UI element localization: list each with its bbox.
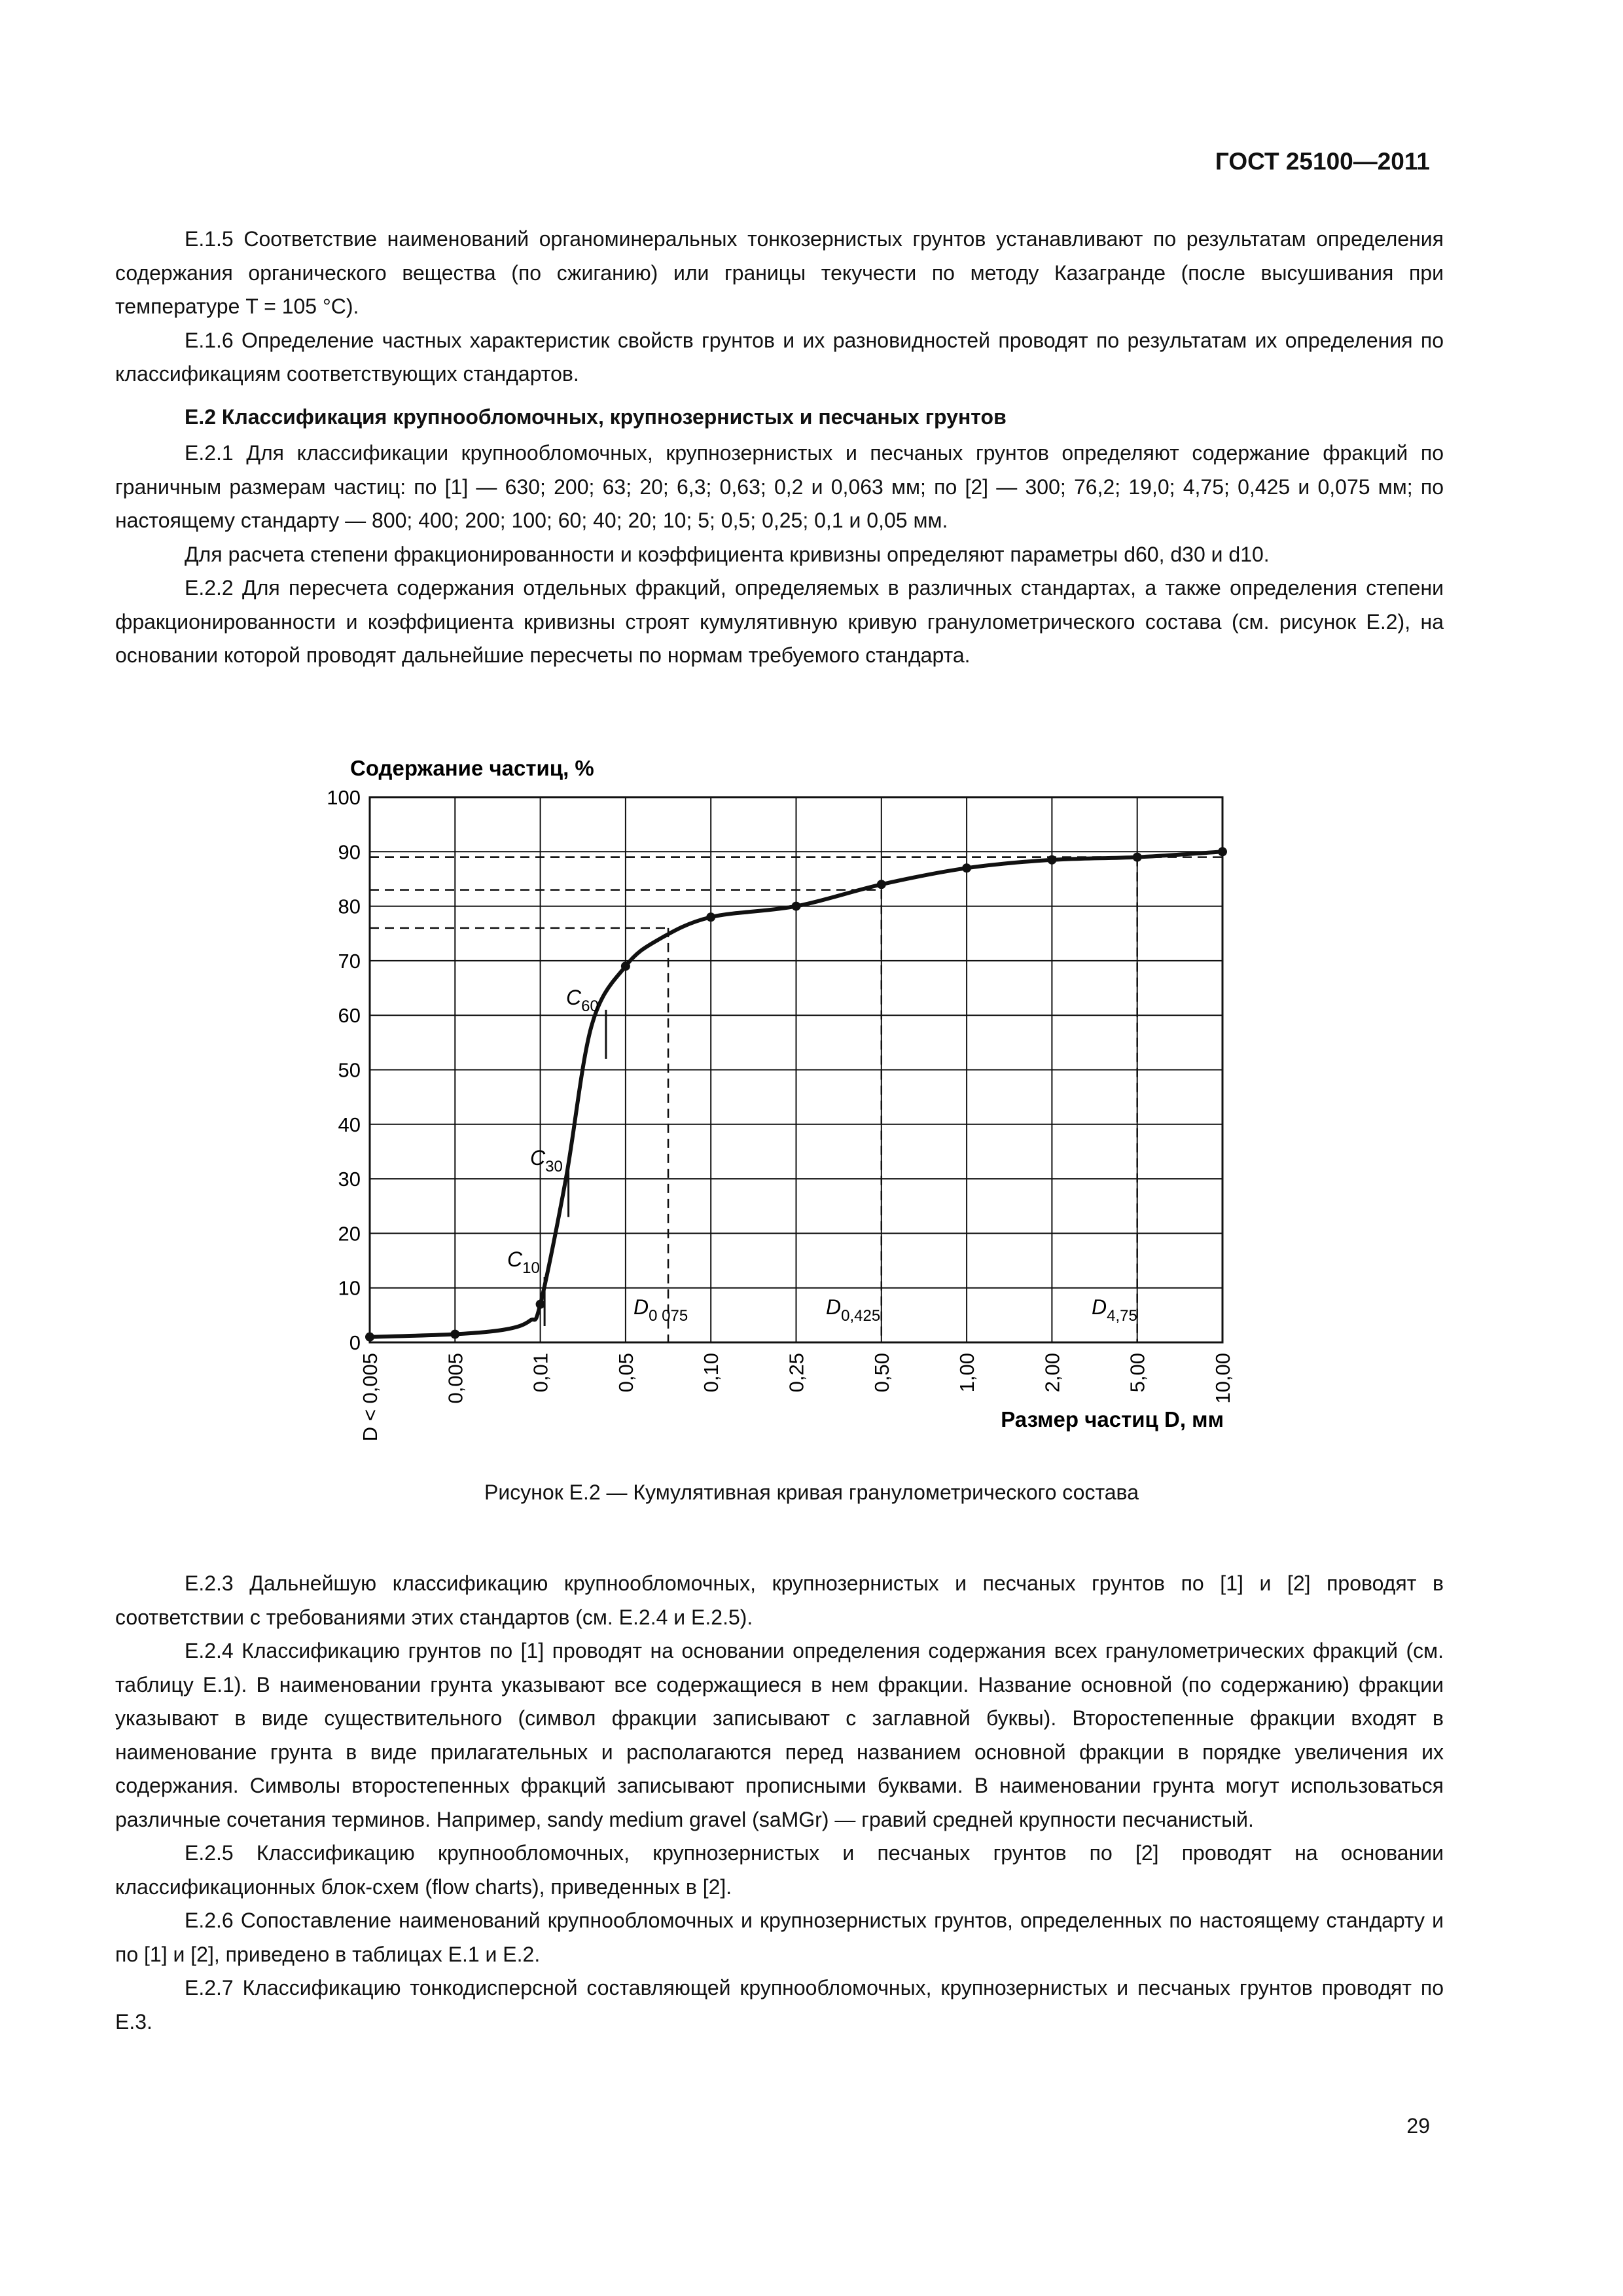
data-point	[1218, 847, 1227, 856]
c-label-sub: 10	[522, 1259, 540, 1277]
paragraph: Е.2.7 Классификацию тонкодисперсной составляющей крупнообломочных, крупнозернистых и песчаных грунтов проводят по Е.3.	[115, 1976, 1444, 2034]
x-axis-title: Размер частиц D, мм	[1001, 1407, 1224, 1431]
d-label: $D_{0 075}$	[633, 1295, 688, 1325]
paragraph: Е.1.5 Соответствие наименований органоминеральных тонкозернистых грунтов устанавливают по результатам определения содержания органического вещества (по сжиганию) или границы текучести по методу Казагранде (после высушивания при температуре T = 105 °С).	[115, 227, 1444, 318]
d-label-sub: 0,425	[841, 1307, 881, 1325]
data-point	[962, 863, 971, 872]
y-tick-label: 50	[338, 1058, 361, 1082]
chart-labels	[507, 986, 1137, 1325]
d-label: $D_{0,425}$	[826, 1295, 881, 1325]
x-tick-label: 0,01	[529, 1353, 552, 1393]
d-label-sub: 0 075	[649, 1307, 688, 1325]
x-tick-label: 1,00	[955, 1353, 979, 1393]
y-tick-label: 90	[338, 840, 361, 864]
y-tick-label: 70	[338, 949, 361, 973]
data-point	[792, 902, 801, 911]
x-tick-label: 0,10	[700, 1353, 723, 1393]
c-label: $C_{30}$	[530, 1146, 563, 1175]
x-tick-label: 10,00	[1211, 1353, 1234, 1404]
y-tick-label: 100	[327, 786, 361, 809]
c-label-sub: 30	[545, 1158, 563, 1175]
data-point	[536, 1300, 545, 1309]
paragraph: Е.1.6 Определение частных характеристик свойств грунтов и их разновидностей проводят по результатам их определения по классификациям соответствующих стандартов.	[115, 328, 1444, 386]
c-label: $C_{10}$	[507, 1247, 540, 1277]
chart-grid	[370, 797, 1222, 1342]
y-tick-label: 80	[338, 895, 361, 918]
paragraph: Для расчета степени фракционированности и коэффициента кривизны определяют параметры d60, d30 и d10.	[185, 542, 1270, 566]
y-axis-title: Содержание частиц, %	[350, 756, 594, 780]
paragraph: Е.2.5 Классификацию крупнообломочных, крупнозернистых и песчаных грунтов по [2] проводят на основании классификационных блок-схем (flow charts), приведенных в [2].	[115, 1841, 1444, 1899]
c-label-sub: 60	[581, 997, 599, 1015]
x-tick-label: 0,05	[614, 1353, 637, 1393]
x-tick-label: D < 0,005	[359, 1353, 382, 1442]
x-tick-label: 0,005	[444, 1353, 467, 1404]
text-block-bottom	[115, 1567, 1444, 2039]
page-number: 29	[1406, 2114, 1430, 2138]
figure-caption: Рисунок Е.2 — Кумулятивная кривая гранулометрического состава	[484, 1480, 1139, 1504]
paragraph: Е.2.1 Для классификации крупнообломочных, крупнозернистых и песчаных грунтов определяют содержание фракций по граничным размерам частиц: по [1] — 630; 200; 63; 20; 6,3; 0,63; 0,2 и 0,063 мм; по [2] — 300; 76,2; 19,0; 4,75; 0,425 и 0,075 мм; по настоящему стандарту — 800; 400; 200; 100; 60; 40; 20; 10; 5; 0,5; 0,25; 0,1 и 0,05 мм.	[115, 441, 1444, 532]
data-point	[450, 1330, 459, 1339]
data-point	[621, 961, 630, 971]
x-tick-label: 0,50	[870, 1353, 893, 1393]
paragraph: Е.2.6 Сопоставление наименований крупнообломочных и крупнозернистых грунтов, определенных по настоящему стандарту и по [1] и [2], приведено в таблицах Е.1 и Е.2.	[115, 1909, 1444, 1966]
d-label: $D_{4,75}$	[1092, 1295, 1137, 1325]
paragraph: Е.2.4 Классификацию грунтов по [1] проводят на основании определения содержания всех гранулометрических фракций (см. таблицу Е.1). В наименовании грунта указывают все содержащиеся в нем фракции. Название основной (по содержанию) фракции указывают в виде существительного (символ фракции записывают с заглавной буквы). Второстепенные фракции входят в наименование грунта в виде прилагательных и располагаются перед названием основной фракции в порядке увеличения их содержания. Символы второстепенных фракций записывают прописными буквами. В наименовании грунта могут использоваться различные сочетания терминов. Например, sandy medium gravel (saMGr) — гравий средней крупности песчанистый.	[115, 1639, 1444, 1831]
c-label: $C_{60}$	[566, 986, 599, 1015]
x-tick-label: 2,00	[1041, 1353, 1064, 1393]
x-tick-label: 0,25	[785, 1353, 808, 1393]
section-title: Е.2 Классификация крупнообломочных, крупнозернистых и песчаных грунтов	[185, 404, 1007, 429]
data-point	[1047, 855, 1056, 865]
document-code: ГОСТ 25100—2011	[1215, 148, 1430, 175]
paragraph: Е.2.3 Дальнейшую классификацию крупнообломочных, крупнозернистых и песчаных грунтов по [1] и [2] проводят в соответствии с требованиями этих стандартов (см. Е.2.4 и Е.2.5).	[115, 1571, 1444, 1629]
x-tick-label: 5,00	[1126, 1353, 1149, 1393]
data-point	[365, 1333, 374, 1342]
y-tick-label: 0	[349, 1331, 361, 1354]
paragraph: Е.2.2 Для пересчета содержания отдельных фракций, определяемых в различных стандартах, а также определения степени фракционированности и коэффициента кривизны строят кумулятивную кривую гранулометрического состава (см. рисунок Е.2), на основании которой проводят дальнейшие пересчеты по нормам требуемого стандарта.	[115, 576, 1444, 667]
y-tick-label: 20	[338, 1222, 361, 1246]
d-label-sub: 4,75	[1107, 1307, 1137, 1325]
data-point	[877, 880, 886, 889]
y-tick-label: 60	[338, 1004, 361, 1028]
data-point	[706, 912, 715, 922]
y-tick-label: 30	[338, 1168, 361, 1191]
y-tick-label: 10	[338, 1276, 361, 1300]
y-tick-label: 40	[338, 1113, 361, 1136]
data-point	[1133, 853, 1142, 862]
